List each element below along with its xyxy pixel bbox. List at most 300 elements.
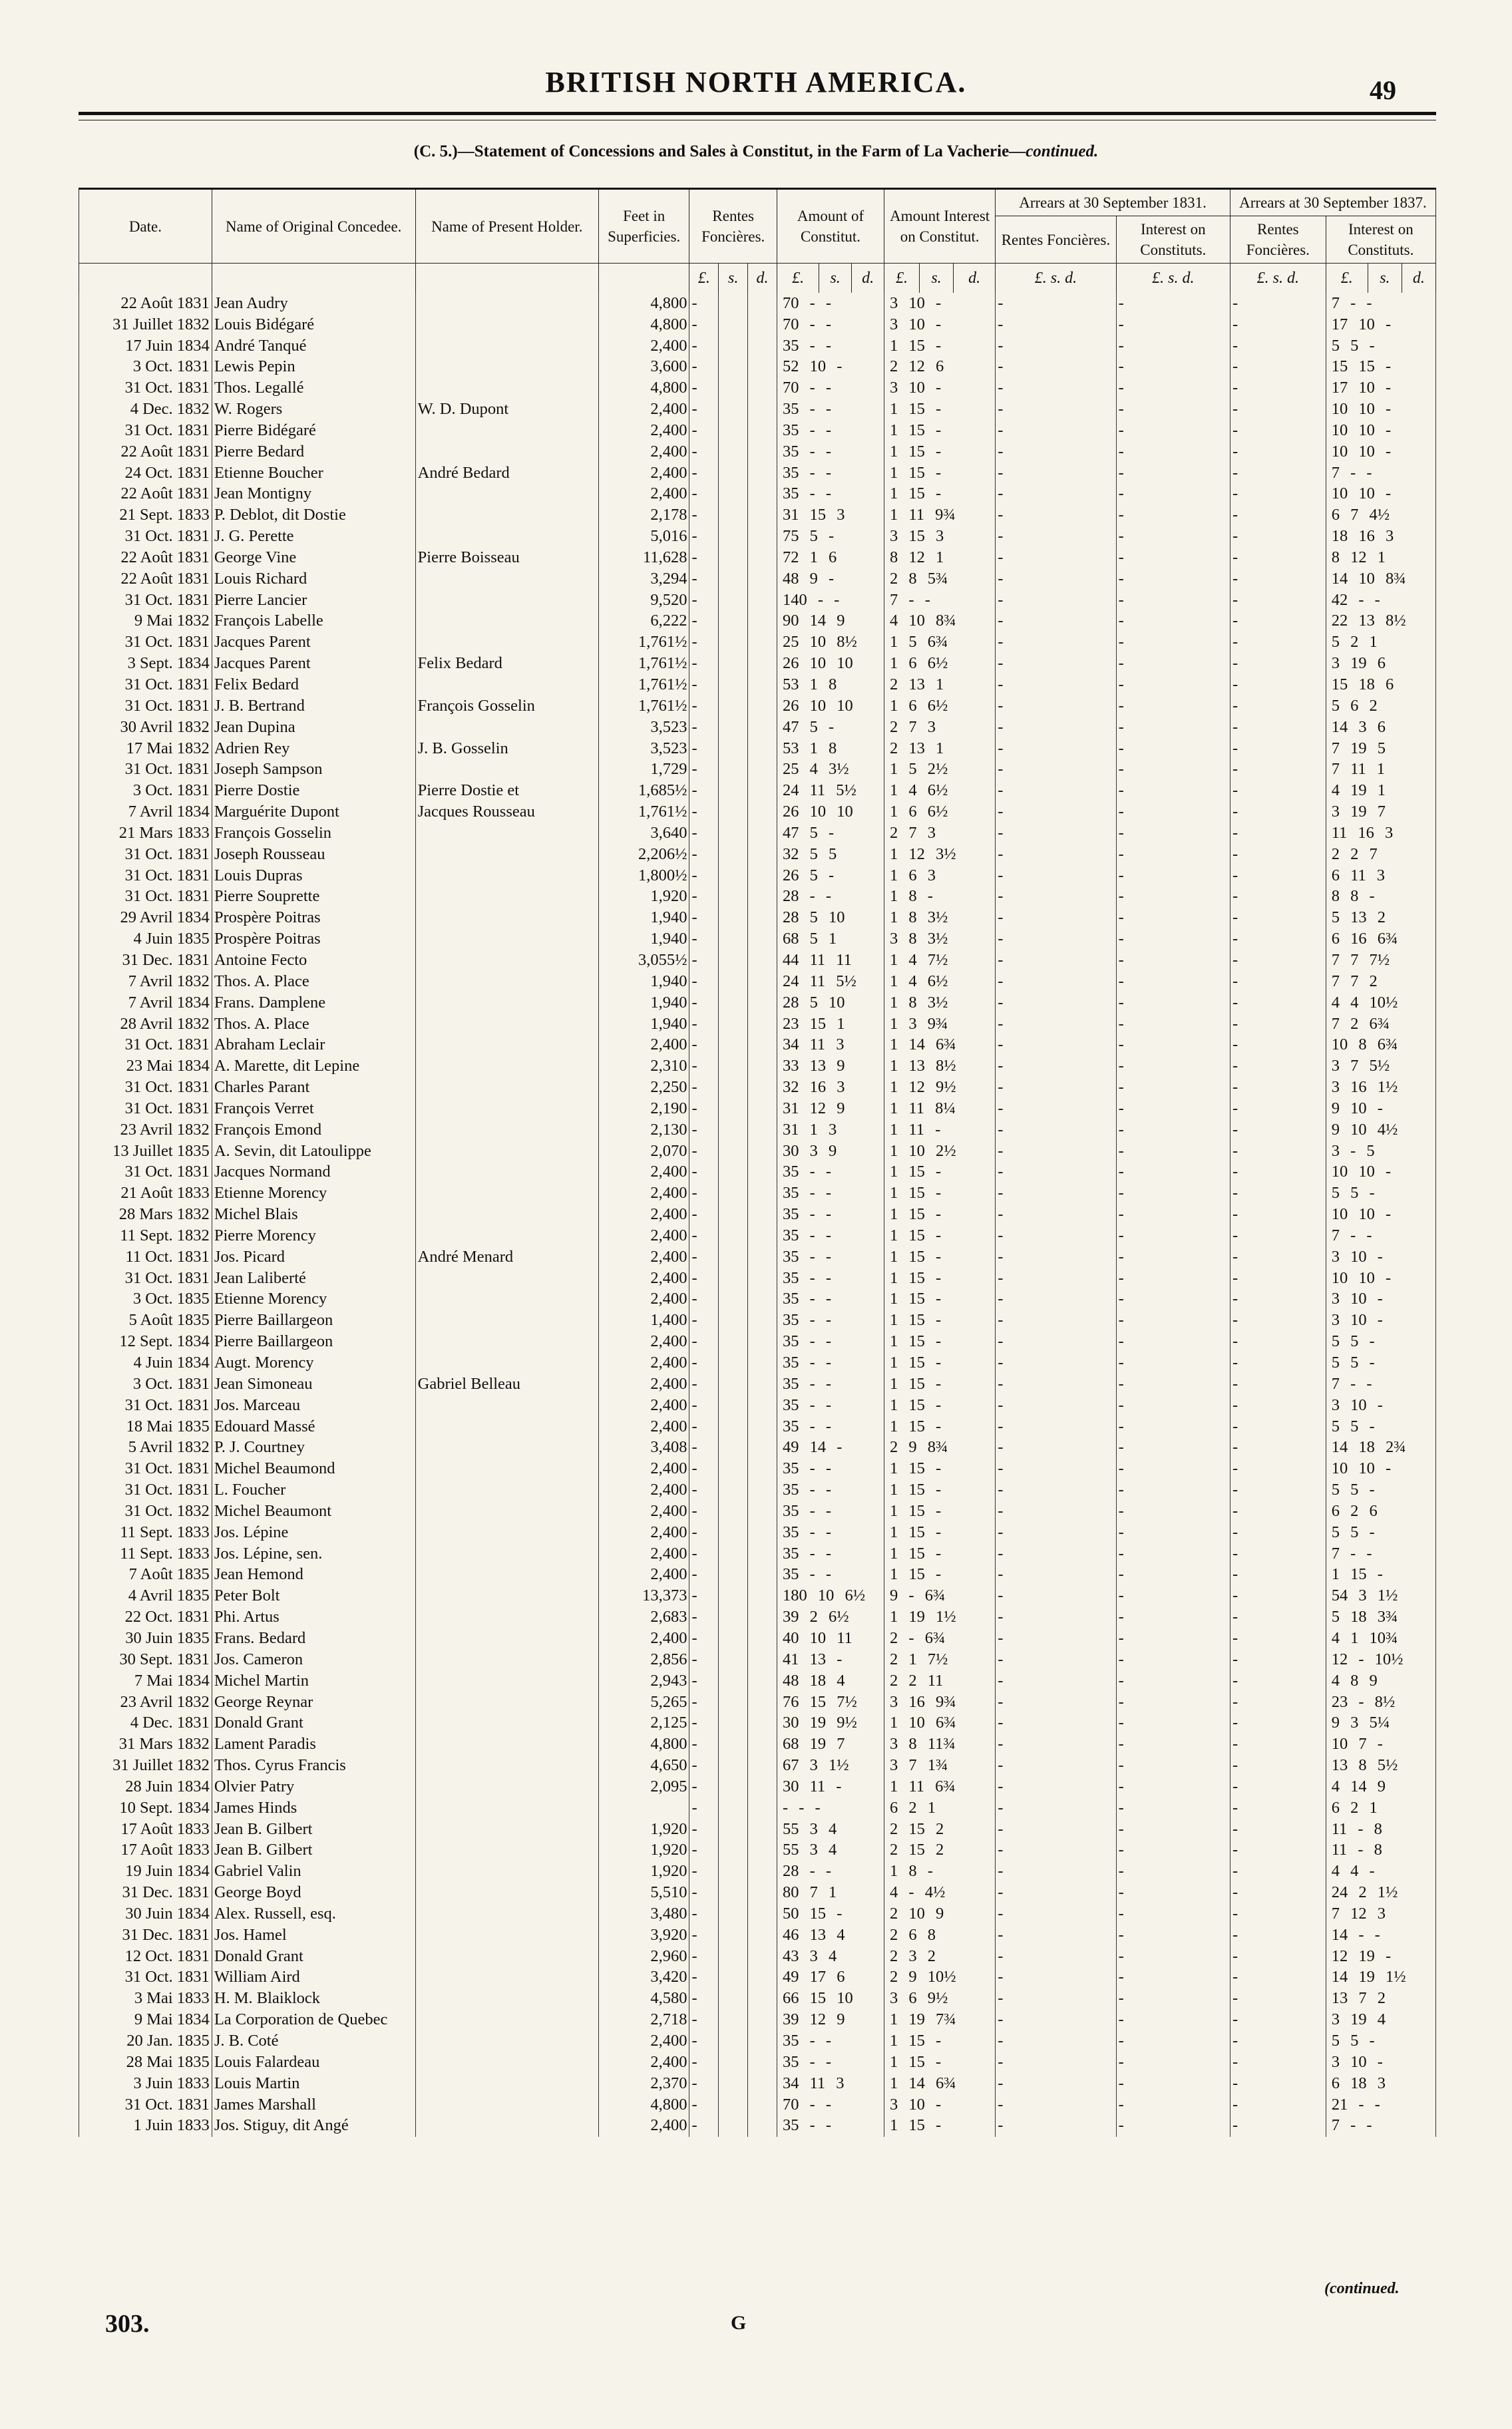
cell-date: 5 Août 1835 — [79, 1310, 212, 1332]
cell-holder — [415, 759, 598, 781]
cell-interest: 1 12 9½ — [884, 1077, 996, 1098]
table-caption — [0, 142, 1512, 161]
cell-date: 7 Avril 1832 — [79, 971, 212, 992]
cell-arrears-1837-rentes: - — [1230, 928, 1326, 950]
table-row — [79, 1374, 1436, 1395]
cell-amount: 31 1 3 — [777, 1119, 884, 1141]
cell-amount: 35 - - — [777, 1479, 884, 1501]
cell-arrears-1831-rentes: - — [996, 1035, 1116, 1056]
cell-concedee: Etienne Boucher — [212, 463, 415, 484]
cell-arrears-1837-rentes: - — [1230, 1374, 1326, 1395]
cell-rentes-s — [719, 1543, 748, 1565]
cell-arrears-1837-interest: 9 10 4½ — [1326, 1119, 1435, 1141]
cell-arrears-1837-interest: 12 - 10½ — [1326, 1649, 1435, 1670]
cell-arrears-1837-interest: 9 10 - — [1326, 1098, 1435, 1119]
cell-concedee: A. Sevin, dit Latoulippe — [212, 1141, 415, 1162]
table-row — [79, 1967, 1436, 1988]
cell-concedee: François Verret — [212, 1098, 415, 1119]
cell-arrears-1831-rentes: - — [996, 1056, 1116, 1077]
cell-arrears-1837-interest: 3 7 5½ — [1326, 1056, 1435, 1077]
cell-amount: 31 12 9 — [777, 1098, 884, 1119]
cell-rentes: - — [689, 1565, 719, 1586]
cell-arrears-1831-interest: - — [1116, 2052, 1230, 2073]
cell-arrears-1837-interest: 9 3 5¼ — [1326, 1713, 1435, 1734]
cell-date: 17 Juin 1834 — [79, 335, 212, 357]
cell-arrears-1837-interest: 4 4 - — [1326, 1861, 1435, 1883]
cell-amount: 68 19 7 — [777, 1734, 884, 1756]
cell-concedee: Jean Hemond — [212, 1565, 415, 1586]
cell-rentes-s — [719, 759, 748, 781]
cell-rentes: - — [689, 1310, 719, 1332]
cell-arrears-1837-rentes: - — [1230, 2073, 1326, 2094]
cell-arrears-1831-interest: - — [1116, 505, 1230, 526]
cell-rentes: - — [689, 1225, 719, 1246]
cell-feet: 3,523 — [598, 717, 689, 738]
unit-shilling: s. — [819, 264, 852, 293]
cell-rentes: - — [689, 1797, 719, 1819]
cell-rentes: - — [689, 1755, 719, 1776]
cell-rentes: - — [689, 632, 719, 654]
cell-date: 31 Oct. 1831 — [79, 674, 212, 695]
cell-arrears-1831-rentes: - — [996, 1310, 1116, 1332]
col-rf-1831: Rentes Foncières. — [996, 216, 1116, 264]
table-row — [79, 1649, 1436, 1670]
cell-amount: 35 - - — [777, 1162, 884, 1183]
cell-interest: 2 7 3 — [884, 717, 996, 738]
cell-date: 22 Oct. 1831 — [79, 1606, 212, 1628]
cell-rentes-s — [719, 2009, 748, 2030]
cell-amount: 76 15 7½ — [777, 1692, 884, 1713]
cell-arrears-1831-rentes: - — [996, 526, 1116, 547]
table-row — [79, 844, 1436, 865]
cell-arrears-1831-interest: - — [1116, 1098, 1230, 1119]
cell-arrears-1837-rentes: - — [1230, 484, 1326, 505]
cell-arrears-1837-rentes: - — [1230, 801, 1326, 823]
cell-rentes: - — [689, 1183, 719, 1205]
cell-concedee: Edouard Massé — [212, 1416, 415, 1437]
cell-rentes-s — [719, 357, 748, 378]
cell-arrears-1837-interest: 24 2 1½ — [1326, 1882, 1435, 1903]
cell-amount: 66 15 10 — [777, 1988, 884, 2010]
table-row — [79, 2116, 1436, 2137]
cell-holder — [415, 1183, 598, 1205]
cell-rentes-d — [748, 1479, 777, 1501]
table-row — [79, 950, 1436, 971]
cell-rentes-d — [748, 653, 777, 674]
cell-arrears-1831-interest: - — [1116, 314, 1230, 335]
cell-date: 31 Oct. 1831 — [79, 1077, 212, 1098]
cell-rentes-d — [748, 928, 777, 950]
cell-arrears-1837-rentes: - — [1230, 420, 1326, 441]
table-row — [79, 1840, 1436, 1861]
cell-arrears-1831-interest: - — [1116, 1967, 1230, 1988]
cell-holder — [415, 1098, 598, 1119]
col-amount: Amount of Constitut. — [777, 189, 884, 264]
cell-arrears-1837-interest: 6 11 3 — [1326, 865, 1435, 886]
cell-rentes-s — [719, 1501, 748, 1522]
cell-arrears-1831-interest: - — [1116, 2073, 1230, 2094]
cell-rentes-d — [748, 823, 777, 844]
table-row — [79, 2073, 1436, 2094]
cell-rentes: - — [689, 335, 719, 357]
cell-feet: 2,400 — [598, 1565, 689, 1586]
cell-rentes: - — [689, 1692, 719, 1713]
cell-arrears-1831-rentes: - — [996, 1649, 1116, 1670]
cell-arrears-1831-interest: - — [1116, 1692, 1230, 1713]
cell-interest: 1 5 2½ — [884, 759, 996, 781]
cell-holder — [415, 1289, 598, 1310]
cell-date: 22 Août 1831 — [79, 568, 212, 590]
cell-rentes-s — [719, 1692, 748, 1713]
table-row — [79, 1670, 1436, 1692]
cell-interest: 1 12 3½ — [884, 844, 996, 865]
cell-concedee: Frans. Bedard — [212, 1628, 415, 1649]
table-row — [79, 1543, 1436, 1565]
cell-concedee: Augt. Morency — [212, 1352, 415, 1374]
cell-date: 21 Mars 1833 — [79, 823, 212, 844]
cell-holder — [415, 1310, 598, 1332]
cell-rentes-d — [748, 590, 777, 611]
cell-holder — [415, 1352, 598, 1374]
page-number: 49 — [1370, 75, 1396, 105]
cell-rentes-d — [748, 1437, 777, 1459]
cell-date: 31 Oct. 1831 — [79, 1268, 212, 1289]
cell-date: 31 Oct. 1831 — [79, 865, 212, 886]
cell-concedee: Felix Bedard — [212, 674, 415, 695]
table-row — [79, 1925, 1436, 1946]
cell-date: 22 Août 1831 — [79, 547, 212, 568]
cell-rentes-d — [748, 1289, 777, 1310]
cell-arrears-1837-rentes: - — [1230, 1437, 1326, 1459]
table-row — [79, 886, 1436, 908]
cell-concedee: Louis Martin — [212, 2073, 415, 2094]
cell-holder — [415, 293, 598, 314]
cell-arrears-1831-rentes: - — [996, 293, 1116, 314]
cell-rentes: - — [689, 1586, 719, 1607]
cell-concedee: Jos. Stiguy, dit Angé — [212, 2116, 415, 2137]
cell-rentes-d — [748, 1077, 777, 1098]
cell-arrears-1837-rentes: - — [1230, 2009, 1326, 2030]
cell-amount: 28 - - — [777, 1861, 884, 1883]
unit-shilling: s. — [920, 264, 954, 293]
cell-feet: 2,400 — [598, 441, 689, 463]
cell-interest: 3 10 - — [884, 2094, 996, 2116]
cell-arrears-1831-interest: - — [1116, 1649, 1230, 1670]
cell-rentes-d — [748, 632, 777, 654]
cell-rentes-s — [719, 1988, 748, 2010]
cell-arrears-1831-interest: - — [1116, 1755, 1230, 1776]
cell-arrears-1831-rentes: - — [996, 695, 1116, 717]
cell-rentes-s — [719, 505, 748, 526]
cell-arrears-1837-rentes: - — [1230, 293, 1326, 314]
cell-arrears-1837-rentes: - — [1230, 1882, 1326, 1903]
cell-arrears-1837-rentes: - — [1230, 568, 1326, 590]
table-row — [79, 1797, 1436, 1819]
cell-date: 3 Oct. 1831 — [79, 357, 212, 378]
cell-arrears-1837-rentes: - — [1230, 1310, 1326, 1332]
cell-rentes-s — [719, 526, 748, 547]
cell-concedee: James Hinds — [212, 1797, 415, 1819]
cell-date: 24 Oct. 1831 — [79, 463, 212, 484]
cell-rentes-s — [719, 1967, 748, 1988]
cell-date: 22 Août 1831 — [79, 441, 212, 463]
cell-date: 31 Oct. 1831 — [79, 1098, 212, 1119]
cell-concedee: Michel Beaumont — [212, 1501, 415, 1522]
cell-holder — [415, 1606, 598, 1628]
cell-date: 23 Mai 1834 — [79, 1056, 212, 1077]
cell-interest: 1 15 - — [884, 1162, 996, 1183]
unit-lsd: £. s. d. — [1230, 264, 1326, 293]
cell-date: 11 Sept. 1832 — [79, 1225, 212, 1246]
cell-rentes-s — [719, 1586, 748, 1607]
cell-feet: 3,408 — [598, 1437, 689, 1459]
cell-interest: 1 3 9¾ — [884, 1014, 996, 1035]
cell-interest: 2 6 8 — [884, 1925, 996, 1946]
cell-arrears-1831-rentes: - — [996, 2116, 1116, 2137]
cell-interest: 2 13 1 — [884, 674, 996, 695]
table-row — [79, 293, 1436, 314]
cell-rentes-d — [748, 759, 777, 781]
cell-arrears-1831-interest: - — [1116, 2116, 1230, 2137]
cell-arrears-1837-rentes: - — [1230, 1331, 1326, 1352]
cell-concedee: Thos. Cyrus Francis — [212, 1755, 415, 1776]
cell-arrears-1831-rentes: - — [996, 1183, 1116, 1205]
cell-date: 28 Mai 1835 — [79, 2052, 212, 2073]
cell-arrears-1831-interest: - — [1116, 908, 1230, 929]
cell-rentes-d — [748, 505, 777, 526]
cell-date: 31 Dec. 1831 — [79, 950, 212, 971]
cell-arrears-1837-interest: 3 10 - — [1326, 2052, 1435, 2073]
cell-feet: 2,178 — [598, 505, 689, 526]
cell-rentes-s — [719, 2116, 748, 2137]
cell-rentes-d — [748, 1903, 777, 1925]
cell-rentes: - — [689, 1268, 719, 1289]
cell-date: 17 Mai 1832 — [79, 738, 212, 759]
cell-date: 31 Juillet 1832 — [79, 314, 212, 335]
cell-arrears-1837-rentes: - — [1230, 1565, 1326, 1586]
cell-amount: 35 - - — [777, 420, 884, 441]
cell-holder — [415, 2052, 598, 2073]
cell-rentes: - — [689, 1988, 719, 2010]
cell-date: 31 Mars 1832 — [79, 1734, 212, 1756]
cell-arrears-1837-interest: 10 7 - — [1326, 1734, 1435, 1756]
cell-feet: 1,940 — [598, 928, 689, 950]
cell-holder — [415, 1925, 598, 1946]
cell-arrears-1837-rentes: - — [1230, 1395, 1326, 1416]
cell-concedee: Prospère Poitras — [212, 928, 415, 950]
cell-feet: 1,761½ — [598, 653, 689, 674]
cell-arrears-1831-interest: - — [1116, 2009, 1230, 2030]
table-row — [79, 1246, 1436, 1268]
cell-arrears-1837-interest: 6 2 6 — [1326, 1501, 1435, 1522]
cell-amount: 41 13 - — [777, 1649, 884, 1670]
cell-interest: 1 15 - — [884, 1246, 996, 1268]
cell-holder — [415, 2116, 598, 2137]
cell-holder: André Menard — [415, 1246, 598, 1268]
cell-arrears-1831-interest: - — [1116, 1225, 1230, 1246]
cell-holder — [415, 992, 598, 1014]
cell-date: 17 Août 1833 — [79, 1840, 212, 1861]
cell-rentes: - — [689, 484, 719, 505]
cell-rentes-s — [719, 420, 748, 441]
cell-interest: 1 4 6½ — [884, 971, 996, 992]
cell-feet: 1,761½ — [598, 674, 689, 695]
table-row — [79, 1035, 1436, 1056]
cell-rentes-d — [748, 1459, 777, 1480]
cell-amount: 35 - - — [777, 1331, 884, 1352]
cell-interest: 9 - 6¾ — [884, 1586, 996, 1607]
cell-arrears-1837-rentes: - — [1230, 886, 1326, 908]
cell-arrears-1831-rentes: - — [996, 1204, 1116, 1225]
cell-rentes-d — [748, 314, 777, 335]
cell-rentes-s — [719, 1331, 748, 1352]
cell-interest: 1 15 - — [884, 1395, 996, 1416]
cell-holder — [415, 378, 598, 399]
cell-arrears-1837-interest: 4 14 9 — [1326, 1776, 1435, 1797]
col-rf-1837: Rentes Foncières. — [1230, 216, 1326, 264]
cell-arrears-1831-rentes: - — [996, 441, 1116, 463]
cell-date: 31 Oct. 1831 — [79, 759, 212, 781]
cell-arrears-1831-interest: - — [1116, 1035, 1230, 1056]
cell-rentes-d — [748, 886, 777, 908]
cell-arrears-1831-rentes: - — [996, 1479, 1116, 1501]
cell-arrears-1831-rentes: - — [996, 1882, 1116, 1903]
cell-arrears-1837-interest: 4 19 1 — [1326, 781, 1435, 802]
cell-arrears-1837-rentes: - — [1230, 590, 1326, 611]
cell-amount: 35 - - — [777, 1352, 884, 1374]
cell-holder — [415, 1882, 598, 1903]
cell-amount: 35 - - — [777, 399, 884, 420]
cell-arrears-1837-rentes: - — [1230, 908, 1326, 929]
cell-arrears-1831-interest: - — [1116, 1946, 1230, 1967]
cell-arrears-1831-rentes: - — [996, 1395, 1116, 1416]
cell-rentes-d — [748, 1014, 777, 1035]
cell-concedee: Pierre Baillargeon — [212, 1310, 415, 1332]
cell-date: 28 Avril 1832 — [79, 1014, 212, 1035]
page-title: BRITISH NORTH AMERICA. — [545, 66, 967, 98]
cell-rentes-d — [748, 547, 777, 568]
cell-rentes: - — [689, 1543, 719, 1565]
cell-arrears-1831-interest: - — [1116, 844, 1230, 865]
cell-date: 29 Avril 1834 — [79, 908, 212, 929]
table-row — [79, 1522, 1436, 1543]
cell-feet: 1,920 — [598, 886, 689, 908]
cell-holder — [415, 1014, 598, 1035]
cell-rentes-s — [719, 1077, 748, 1098]
cell-concedee: Jos. Marceau — [212, 1395, 415, 1416]
cell-concedee: André Tanqué — [212, 335, 415, 357]
cell-arrears-1837-interest: 10 10 - — [1326, 420, 1435, 441]
cell-amount: 70 - - — [777, 293, 884, 314]
cell-rentes-d — [748, 463, 777, 484]
col-arrears-1831: Arrears at 30 September 1831. — [996, 189, 1230, 216]
cell-concedee: Jos. Cameron — [212, 1649, 415, 1670]
cell-interest: 1 14 6¾ — [884, 2073, 996, 2094]
cell-arrears-1831-interest: - — [1116, 653, 1230, 674]
cell-amount: 35 - - — [777, 463, 884, 484]
cell-rentes-d — [748, 865, 777, 886]
cell-arrears-1837-interest: 3 10 - — [1326, 1310, 1435, 1332]
cell-holder — [415, 441, 598, 463]
cell-date: 28 Mars 1832 — [79, 1204, 212, 1225]
cell-arrears-1831-interest: - — [1116, 1416, 1230, 1437]
cell-rentes-s — [719, 695, 748, 717]
cell-amount: 35 - - — [777, 1459, 884, 1480]
cell-concedee: Etienne Morency — [212, 1289, 415, 1310]
cell-holder — [415, 335, 598, 357]
cell-holder — [415, 1437, 598, 1459]
cell-arrears-1831-rentes: - — [996, 1946, 1116, 1967]
cell-rentes: - — [689, 1670, 719, 1692]
cell-feet: 2,400 — [598, 1162, 689, 1183]
cell-feet: 1,400 — [598, 1310, 689, 1332]
cell-rentes-d — [748, 2094, 777, 2116]
table-row — [79, 611, 1436, 632]
cell-arrears-1837-rentes: - — [1230, 441, 1326, 463]
cell-amount: 55 3 4 — [777, 1819, 884, 1840]
cell-concedee: Pierre Bidégaré — [212, 420, 415, 441]
cell-holder — [415, 632, 598, 654]
cell-arrears-1831-interest: - — [1116, 1628, 1230, 1649]
cell-holder — [415, 2030, 598, 2052]
cell-arrears-1837-interest: 5 5 - — [1326, 1352, 1435, 1374]
cell-interest: 1 11 8¼ — [884, 1098, 996, 1119]
cell-arrears-1831-rentes: - — [996, 1543, 1116, 1565]
cell-amount: 72 1 6 — [777, 547, 884, 568]
cell-concedee: James Marshall — [212, 2094, 415, 2116]
cell-rentes-d — [748, 1246, 777, 1268]
cell-arrears-1831-rentes: - — [996, 1459, 1116, 1480]
cell-holder — [415, 1713, 598, 1734]
cell-holder — [415, 1967, 598, 1988]
cell-amount: 35 - - — [777, 441, 884, 463]
cell-amount: 53 1 8 — [777, 738, 884, 759]
cell-rentes: - — [689, 1162, 719, 1183]
table-row — [79, 2030, 1436, 2052]
cell-holder: Pierre Dostie et — [415, 781, 598, 802]
continued-note: (continued. — [1324, 2280, 1400, 2297]
cell-rentes-d — [748, 1586, 777, 1607]
cell-arrears-1837-interest: 6 7 4½ — [1326, 505, 1435, 526]
cell-arrears-1837-rentes: - — [1230, 2052, 1326, 2073]
cell-date: 5 Avril 1832 — [79, 1437, 212, 1459]
cell-arrears-1831-interest: - — [1116, 399, 1230, 420]
cell-rentes-d — [748, 1713, 777, 1734]
cell-feet: 2,400 — [598, 1416, 689, 1437]
cell-arrears-1837-rentes: - — [1230, 1819, 1326, 1840]
cell-amount: 35 - - — [777, 1565, 884, 1586]
cell-holder — [415, 314, 598, 335]
cell-date: 31 Oct. 1831 — [79, 1459, 212, 1480]
cell-interest: 1 19 1½ — [884, 1606, 996, 1628]
cell-arrears-1837-rentes: - — [1230, 1734, 1326, 1756]
cell-concedee: Louis Falardeau — [212, 2052, 415, 2073]
cell-rentes-s — [719, 1098, 748, 1119]
cell-date: 23 Avril 1832 — [79, 1692, 212, 1713]
cell-rentes-d — [748, 1395, 777, 1416]
cell-interest: 3 8 11¾ — [884, 1734, 996, 1756]
cell-arrears-1831-interest: - — [1116, 950, 1230, 971]
cell-arrears-1837-rentes: - — [1230, 1713, 1326, 1734]
cell-arrears-1837-rentes: - — [1230, 1903, 1326, 1925]
unit-pound: £. — [689, 264, 719, 293]
cell-arrears-1837-rentes: - — [1230, 1755, 1326, 1776]
cell-arrears-1837-rentes: - — [1230, 1289, 1326, 1310]
cell-feet: 3,480 — [598, 1903, 689, 1925]
cell-rentes: - — [689, 463, 719, 484]
cell-rentes: - — [689, 1395, 719, 1416]
cell-arrears-1837-rentes: - — [1230, 1162, 1326, 1183]
